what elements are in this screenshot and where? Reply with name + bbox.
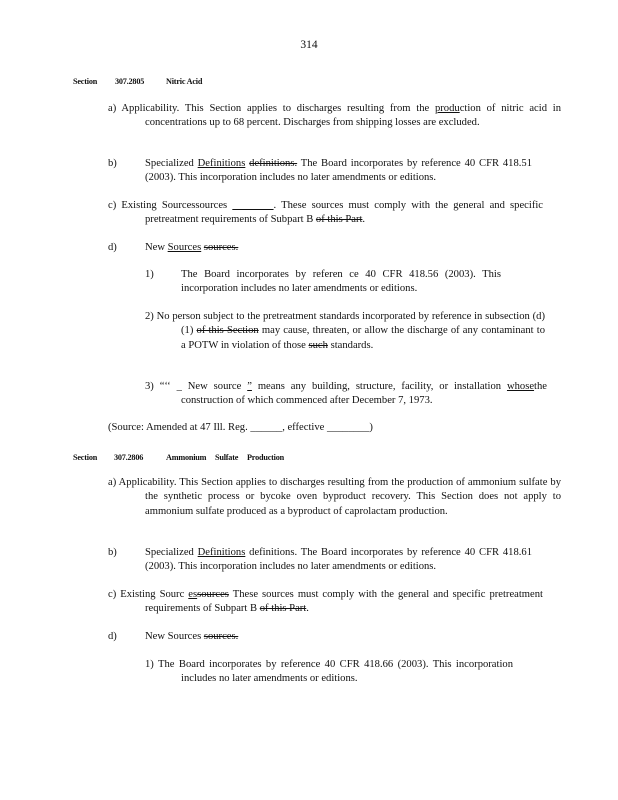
paragraph-label: d) (108, 631, 117, 642)
paragraph-c-existing-sources: c) Existing Sourcessources . These sources must comply with the general and specific pretreatment requirements of Subpart B of this Part. (108, 200, 543, 226)
section-title: Production (247, 453, 284, 462)
page-number: 314 (300, 39, 318, 51)
section-heading-2805 (73, 75, 202, 89)
paragraph-c-existing-sources-2806: c) Existing Sourc essources These sources must comply with the general and specific pretreatment requirements of Subpart B of this Part. (108, 589, 543, 615)
section-title: Nitric Acid (166, 77, 203, 86)
paragraph-d1: 1) The Board incorporates by referen ce 40 CFR 418.56 (2003). This incorporation includes no later amendments or editions. (145, 269, 501, 295)
source-note: (Source: Amended at 47 Ill. Reg. ______, effective ________) (108, 422, 373, 433)
section-title: Ammonium (166, 453, 207, 462)
section-title: Sulfate (215, 453, 239, 462)
paragraph-d1-2806: 1) The Board incorporates by reference 40 CFR 418.66 (2003). This incorporation includes no later amendments or editions. (145, 659, 513, 685)
paragraph-label: b) (108, 158, 117, 169)
paragraph-label: d) (108, 242, 117, 253)
paragraph-d-new-sources-2806: d) New Sources sources. (108, 630, 528, 644)
paragraph-d-new-sources: d) New Sources sources. (108, 241, 528, 255)
section-word: Section (73, 453, 98, 462)
paragraph-d2: 2) No person subject to the pretreatment standards incorporated by reference in subsection (d)(1) of this Section may cause, threaten, or allow the discharge of any contaminant to a POTW in violation of those such standards. (145, 311, 545, 351)
section-heading-2806 (73, 451, 284, 465)
paragraph-a-applicability: a) Applicability. This Section applies to discharges resulting from the production of nitric acid in concentrations up to 68 percent. Discharges from shipping losses are excluded. (108, 103, 561, 129)
paragraph-a-applicability-2806: a) Applicability. This Section applies to discharges resulting from the production of ammonium sulfate by the synthetic process or bycoke oven byproduct recovery. This Section does not apply to ammonium sulfate produced as a byproduct of caprolactam production. (108, 477, 561, 517)
paragraph-d3: 3) “‘‘ _ New source ” means any building, structure, facility, or installation whosethe construction of which commenced after December 7, 1973. (145, 381, 547, 407)
paragraph-label: b) (108, 547, 117, 558)
paragraph-label: 1) (145, 269, 154, 280)
section-number: 307.2805 (115, 77, 145, 86)
section-word: Section (73, 77, 98, 86)
paragraph-b-definitions-2806: b) Specialized Definitions definitions. The Board incorporates by reference 40 CFR 418.61 (2003). This incorporation includes no later amendments or editions. (108, 547, 532, 573)
paragraph-b-definitions: b) Specialized Definitions definitions. The Board incorporates by reference 40 CFR 418.51 (2003). This incorporation includes no later amendments or editions. (108, 158, 532, 184)
section-number: 307.2806 (114, 453, 144, 462)
